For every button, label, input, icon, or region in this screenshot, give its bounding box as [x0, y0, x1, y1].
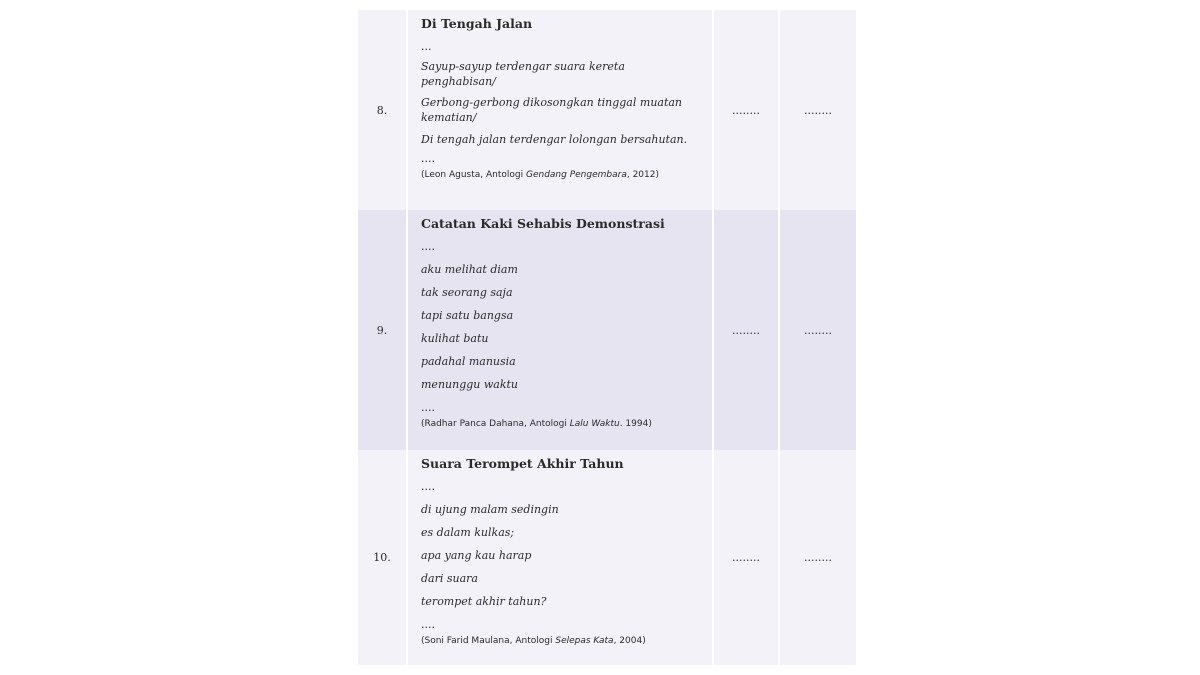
- poem-line: tapi satu bangsa: [421, 309, 514, 322]
- answer-cell-a: ........: [712, 450, 778, 665]
- poem-line: ....: [421, 480, 435, 493]
- row-number: 8.: [376, 103, 388, 117]
- source-year: , 2012): [626, 170, 659, 180]
- source-text: (Soni Farid Maulana, Antologi: [421, 636, 556, 646]
- source-book: Lalu Waktu: [569, 419, 620, 429]
- poem-title: Di Tengah Jalan: [421, 16, 533, 31]
- poem-line: Gerbong-gerbong dikosongkan tinggal muatan kematian/: [421, 96, 683, 124]
- poem-line: ....: [421, 618, 435, 631]
- poem-line: aku melihat diam: [421, 263, 518, 276]
- table-row: [358, 450, 856, 665]
- poem-cell: [406, 450, 712, 665]
- answer-cell-a: ........: [712, 10, 778, 210]
- row-number: 10.: [373, 551, 391, 564]
- table-row: [358, 210, 856, 450]
- poem-title: Suara Terompet Akhir Tahun: [421, 456, 624, 471]
- poem-line: ...: [421, 40, 432, 53]
- poem-line: Sayup-sayup terdengar suara kereta penghabisan/: [421, 60, 625, 88]
- poem-source: [421, 635, 712, 648]
- poem-cell: [406, 210, 712, 450]
- poem-line: menunggu waktu: [421, 378, 519, 391]
- poem-line: ....: [421, 240, 435, 253]
- poem-source: [421, 169, 712, 182]
- poem-line: kulihat batu: [421, 332, 489, 345]
- poem-title: Catatan Kaki Sehabis Demonstrasi: [421, 216, 665, 231]
- poem-line: terompet akhir tahun?: [421, 595, 547, 608]
- source-book: Selepas Kata: [555, 636, 614, 646]
- poem-cell: [406, 10, 712, 210]
- answer-cell-b: ........: [778, 10, 856, 210]
- poem-line: Di tengah jalan terdengar lolongan bersahutan.: [421, 133, 688, 146]
- table-row: [358, 10, 856, 210]
- source-book: Gendang Pengembara: [525, 170, 627, 180]
- poem-source: [421, 418, 712, 431]
- source-text: (Radhar Panca Dahana, Antologi: [421, 419, 570, 429]
- poem-line: padahal manusia: [421, 355, 516, 368]
- answer-cell-b: ........: [778, 210, 856, 450]
- answer-cell-a: ........: [712, 210, 778, 450]
- row-number: 9.: [376, 323, 388, 337]
- poem-line: dari suara: [421, 572, 478, 585]
- source-year: , 2004): [613, 636, 646, 646]
- source-year: . 1994): [619, 419, 652, 429]
- poem-line: tak seorang saja: [421, 286, 513, 299]
- poem-line: es dalam kulkas;: [421, 526, 515, 539]
- source-text: (Leon Agusta, Antologi: [421, 170, 526, 180]
- poem-line: ....: [421, 401, 435, 414]
- poem-line: di ujung malam sedingin: [421, 503, 559, 516]
- poem-line: apa yang kau harap: [421, 549, 532, 562]
- poem-line: ....: [421, 152, 435, 165]
- answer-cell-b: ........: [778, 450, 856, 665]
